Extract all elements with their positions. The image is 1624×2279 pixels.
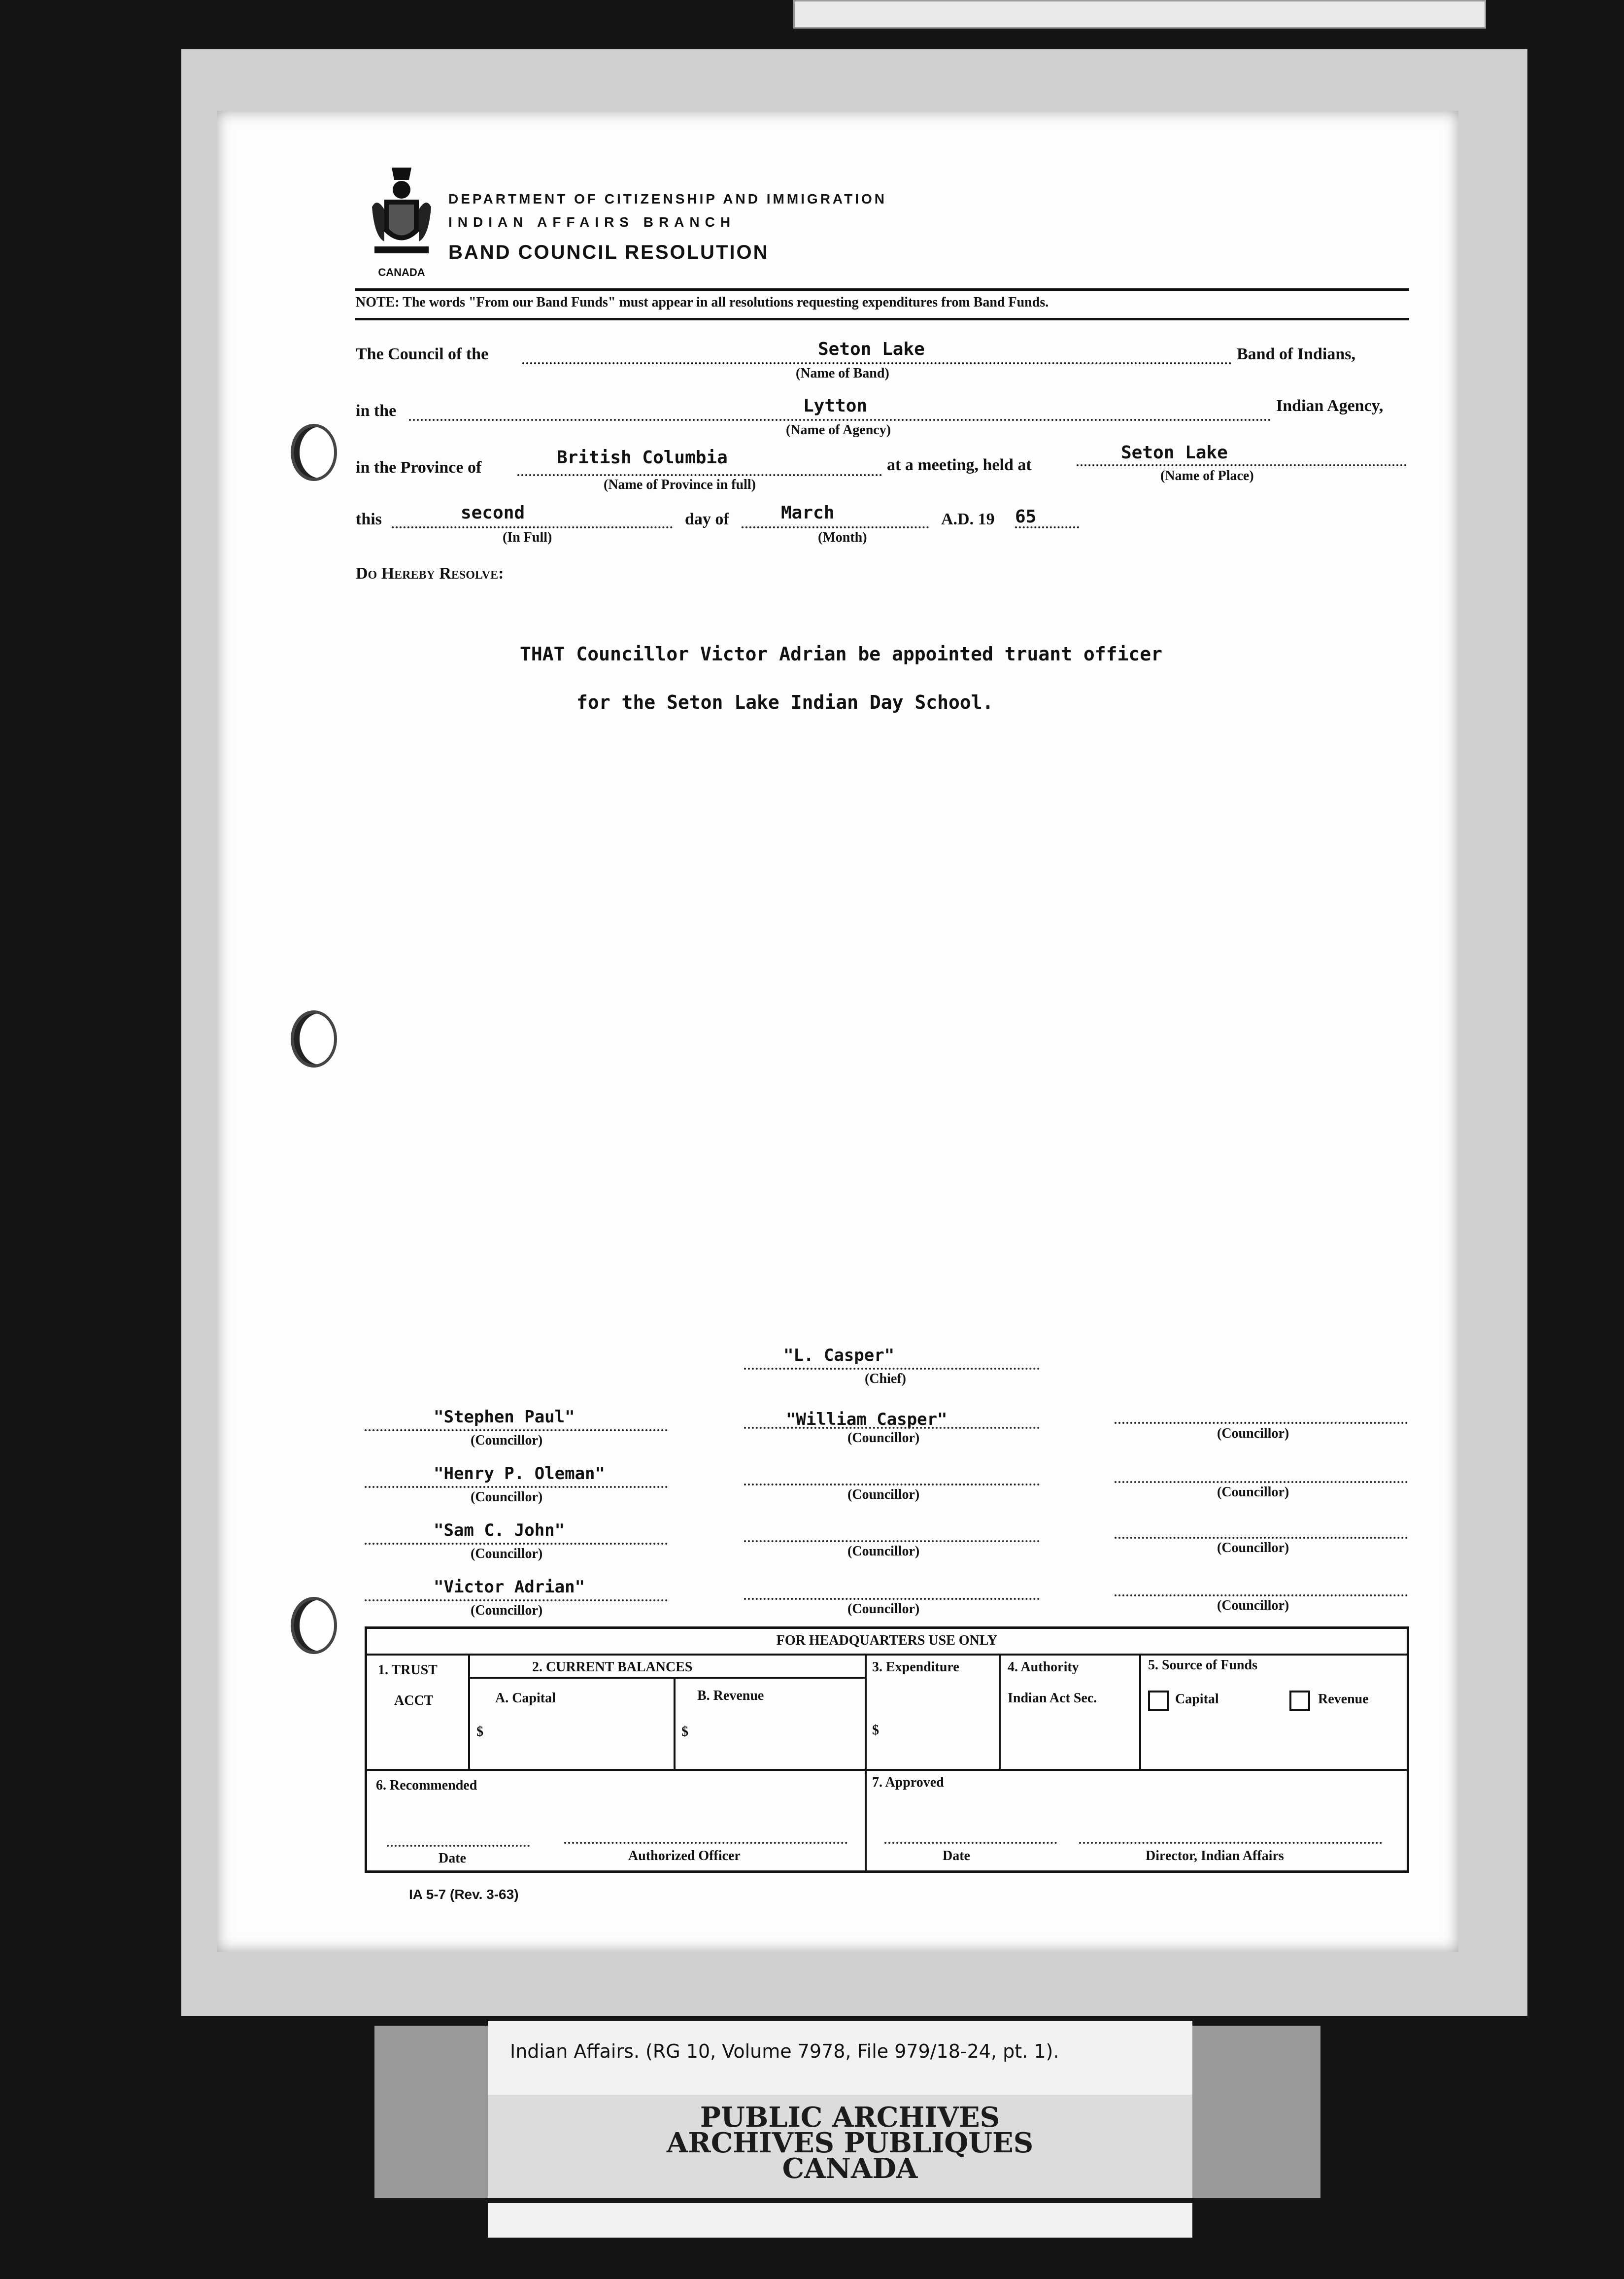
province-field-line [517, 474, 882, 476]
signature-line [365, 1543, 668, 1545]
councillor-caption: (Councillor) [847, 1487, 920, 1502]
archive-citation: Indian Affairs. (RG 10, Volume 7978, File 979/18-24, pt. 1). [510, 2040, 1059, 2062]
form-number: IA 5-7 (Rev. 3-63) [409, 1887, 519, 1902]
councillor-caption: (Councillor) [471, 1489, 543, 1505]
hq-divider [367, 1769, 1407, 1771]
hq-divider [1139, 1654, 1141, 1769]
hq-divider [367, 1654, 1407, 1656]
date-line [387, 1845, 530, 1847]
councillor-caption: (Councillor) [1217, 1426, 1289, 1441]
band-name-value: Seton Lake [818, 339, 925, 359]
signature-line [365, 1486, 668, 1488]
date-label: Date [943, 1848, 970, 1864]
hq-title: FOR HEADQUARTERS USE ONLY [776, 1633, 998, 1648]
stamp-line-3: CANADA [782, 2152, 918, 2185]
top-film-strip [793, 0, 1486, 29]
agency-field-line [409, 419, 1271, 421]
band-field-line [522, 362, 1232, 364]
day-caption: (In Full) [503, 530, 552, 545]
hq-divider [865, 1654, 867, 1870]
funds-note: NOTE: The words "From our Band Funds" must appear in all resolutions requesting expenditures from Band Funds. [356, 295, 1049, 310]
agency-suffix: Indian Agency, [1276, 397, 1384, 415]
chief-caption: (Chief) [865, 1371, 906, 1386]
councillor-caption: (Councillor) [847, 1544, 920, 1559]
place-field-line [1077, 464, 1407, 466]
councillor-caption: (Councillor) [1217, 1598, 1289, 1613]
authority-label: 4. Authority [1008, 1659, 1079, 1675]
councillor-caption: (Councillor) [471, 1546, 543, 1561]
signature-line [744, 1368, 1040, 1370]
director-label: Director, Indian Affairs [1146, 1848, 1284, 1864]
recommended-label: 6. Recommended [376, 1778, 477, 1793]
director-line [1079, 1842, 1382, 1844]
year-field-line [1015, 526, 1079, 528]
resolve-label: Do Hereby Resolve: [356, 564, 504, 583]
signature-line [744, 1598, 1040, 1600]
expenditure-dollar: $ [872, 1723, 879, 1738]
archive-stamp [468, 2101, 1232, 2185]
day-of-label: day of [685, 510, 729, 528]
day-field-line [392, 526, 673, 528]
band-caption: (Name of Band) [796, 366, 889, 381]
form-title: BAND COUNCIL RESOLUTION [448, 242, 769, 263]
capital-label: A. Capital [495, 1691, 556, 1706]
approved-label: 7. Approved [872, 1775, 944, 1790]
divider [355, 318, 1409, 320]
signature-line [744, 1540, 1040, 1542]
chief-signature: "L. Casper" [783, 1346, 895, 1365]
month-caption: (Month) [818, 530, 867, 545]
capital-checkbox[interactable] [1148, 1691, 1169, 1711]
expenditure-label: 3. Expenditure [872, 1659, 959, 1675]
day-value: second [461, 503, 525, 523]
department-heading: DEPARTMENT OF CITIZENSHIP AND IMMIGRATION [448, 191, 887, 207]
stamp-line-2: ARCHIVES PUBLIQUES [666, 2127, 1034, 2159]
resolution-line-2: for the Seton Lake Indian Day School. [576, 691, 994, 713]
indian-act-label: Indian Act Sec. [1008, 1691, 1097, 1706]
agency-caption: (Name of Agency) [786, 422, 891, 438]
source-revenue-label: Revenue [1318, 1692, 1369, 1707]
councillor-signature: "Sam C. John" [434, 1520, 565, 1540]
year-value: 65 [1015, 507, 1037, 527]
binder-hole [291, 1010, 337, 1068]
revenue-label: B. Revenue [697, 1688, 764, 1703]
revenue-checkbox[interactable] [1289, 1691, 1310, 1711]
place-caption: (Name of Place) [1160, 468, 1254, 483]
resolution-line-1: THAT Councillor Victor Adrian be appointed truant officer [520, 643, 1163, 665]
binder-hole [291, 424, 337, 481]
agency-value: Lytton [803, 396, 868, 416]
authorized-officer-label: Authorized Officer [628, 1848, 741, 1864]
capital-dollar: $ [476, 1724, 483, 1739]
acct-label: ACCT [394, 1693, 434, 1708]
trust-label: 1. TRUST [378, 1662, 438, 1678]
councillor-signature: "William Casper" [786, 1410, 947, 1429]
month-field-line [742, 526, 929, 528]
divider [355, 288, 1409, 291]
ad-label: A.D. 19 [941, 510, 995, 528]
signature-line [1115, 1594, 1408, 1596]
province-label: in the Province of [356, 458, 482, 477]
hq-divider [468, 1654, 470, 1769]
councillor-signature: "Stephen Paul" [434, 1407, 575, 1427]
hq-divider [999, 1654, 1001, 1769]
signature-line [365, 1599, 668, 1601]
councillor-caption: (Councillor) [1217, 1540, 1289, 1555]
this-label: this [356, 510, 382, 528]
councillor-signature: "Victor Adrian" [434, 1577, 585, 1597]
council-of-label: The Council of the [356, 345, 489, 363]
councillor-caption: (Councillor) [471, 1433, 543, 1448]
province-value: British Columbia [557, 448, 728, 468]
date-line [884, 1842, 1057, 1844]
date-label: Date [439, 1851, 466, 1866]
signature-line [1115, 1537, 1408, 1539]
branch-heading: INDIAN AFFAIRS BRANCH [448, 214, 736, 230]
signature-line [744, 1484, 1040, 1485]
councillor-caption: (Councillor) [847, 1430, 920, 1446]
band-suffix: Band of Indians, [1237, 345, 1355, 363]
councillor-caption: (Councillor) [471, 1603, 543, 1618]
revenue-dollar: $ [681, 1724, 688, 1739]
councillor-caption: (Councillor) [847, 1601, 920, 1617]
headquarters-use-box [365, 1626, 1409, 1873]
current-balances-label: 2. CURRENT BALANCES [532, 1659, 693, 1675]
councillor-caption: (Councillor) [1217, 1485, 1289, 1500]
signature-line [365, 1429, 668, 1431]
meeting-label: at a meeting, held at [887, 456, 1032, 474]
officer-line [564, 1842, 847, 1844]
place-value: Seton Lake [1121, 443, 1228, 463]
in-the-label: in the [356, 402, 397, 420]
canada-coat-of-arms-icon [365, 163, 439, 278]
signature-line [1115, 1422, 1408, 1424]
councillor-signature: "Henry P. Oleman" [434, 1464, 605, 1484]
signature-line [1115, 1481, 1408, 1483]
month-value: March [781, 503, 835, 523]
binder-hole [291, 1597, 337, 1654]
archive-tray-bottom [488, 2203, 1192, 2238]
crest-caption: CANADA [378, 266, 425, 278]
hq-divider [674, 1679, 676, 1769]
hq-divider [468, 1677, 865, 1679]
stamp-line-1: PUBLIC ARCHIVES [700, 2101, 1000, 2134]
source-of-funds-label: 5. Source of Funds [1148, 1657, 1257, 1673]
source-capital-label: Capital [1175, 1692, 1219, 1707]
signature-line [744, 1427, 1040, 1429]
province-caption: (Name of Province in full) [604, 477, 756, 492]
